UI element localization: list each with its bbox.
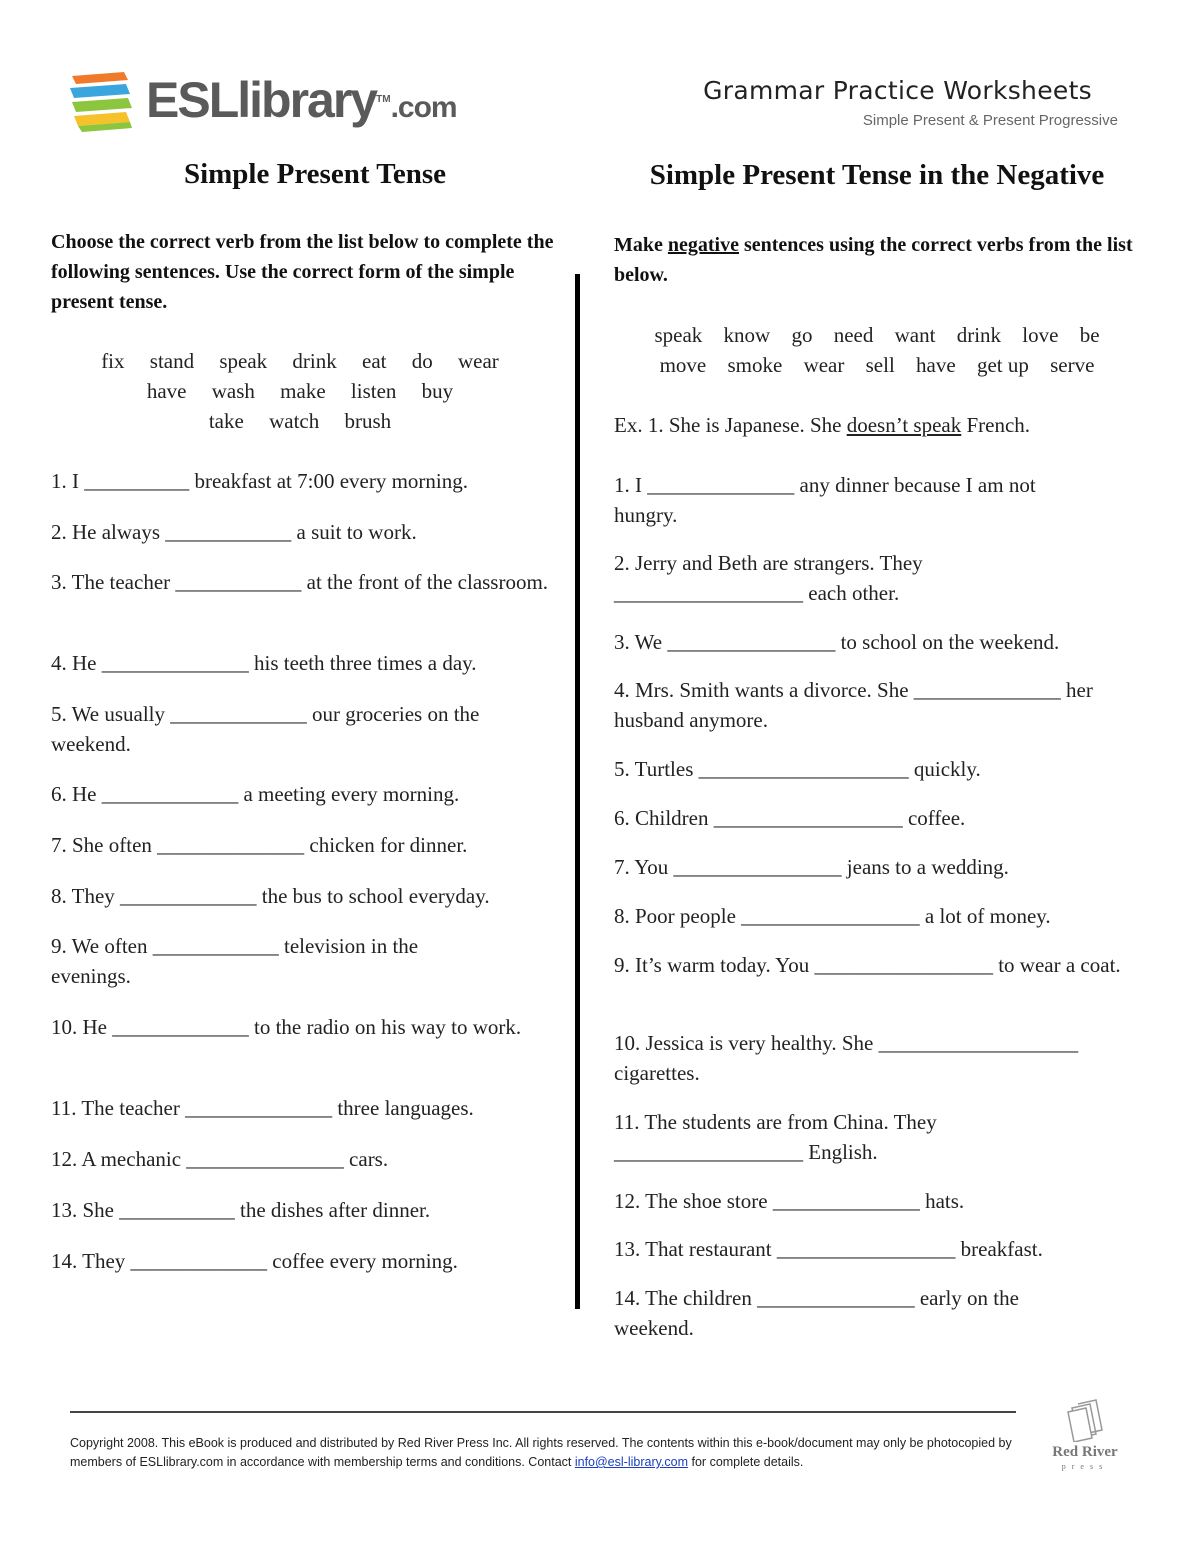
right-question: 13. That restaurant _________________ breakfast. — [614, 1237, 1043, 1261]
contact-email-link[interactable]: info@esl-library.com — [574, 1455, 689, 1469]
left-question: 14. They _____________ coffee every morning. — [51, 1249, 458, 1273]
word-bank-row — [60, 376, 540, 406]
word-bank-row — [612, 350, 1142, 380]
worksheet-series-subtitle: Simple Present & Present Progressive — [862, 112, 1118, 129]
left-question: 1. I __________ breakfast at 7:00 every morning. — [51, 469, 468, 493]
left-question: 9. We often ____________ television in the evenings. — [51, 934, 419, 988]
word-bank-item: wear — [803, 353, 845, 377]
books-stack-icon — [68, 72, 134, 134]
right-question: 1. I ______________ any dinner because I am not hungry. — [614, 473, 1036, 527]
left-question: 11. The teacher ______________ three languages. — [51, 1096, 474, 1120]
word-bank-item: eat — [362, 349, 387, 373]
right-question: 2. Jerry and Beth are strangers. They __________________ each other. — [614, 551, 923, 605]
left-question: 4. He ______________ his teeth three times a day. — [51, 651, 477, 675]
worksheet-series-title: Grammar Practice Worksheets — [703, 76, 1092, 105]
word-bank-item: fix — [101, 349, 125, 373]
word-bank-item: love — [1022, 323, 1059, 347]
right-question: 9. It’s warm today. You _________________ to wear a coat. — [614, 953, 1121, 977]
right-question: 14. The children _______________ early on the weekend. — [614, 1286, 1019, 1340]
footer-rule — [70, 1411, 1016, 1413]
word-bank-item: do — [411, 349, 433, 373]
word-bank-row — [612, 320, 1142, 350]
word-bank-item: drink — [956, 323, 1002, 347]
word-bank-item: buy — [421, 379, 454, 403]
right-question: 11. The students are from China. They __________________ English. — [614, 1110, 937, 1164]
word-bank-row — [60, 406, 540, 436]
esl-library-logo — [68, 68, 457, 138]
word-bank-item: speak — [219, 349, 268, 373]
word-bank-item: watch — [269, 409, 320, 433]
left-question: 6. He _____________ a meeting every morning. — [51, 782, 460, 806]
left-question: 13. She ___________ the dishes after dinner. — [51, 1198, 431, 1222]
right-question: 10. Jessica is very healthy. She ___________________ cigarettes. — [614, 1031, 1079, 1085]
right-question: 5. Turtles ____________________ quickly. — [614, 757, 981, 781]
word-bank-item: need — [833, 323, 874, 347]
right-question: 3. We ________________ to school on the weekend. — [614, 630, 1060, 654]
word-bank-item: want — [894, 323, 936, 347]
example-answer: doesn’t speak — [846, 413, 962, 437]
word-bank-row — [60, 346, 540, 376]
word-bank-item: smoke — [727, 353, 783, 377]
word-bank-item: speak — [654, 323, 703, 347]
underlined-keyword: negative — [667, 234, 739, 256]
left-question: 5. We usually _____________ our groceries on the weekend. — [51, 702, 480, 756]
stacked-pages-icon — [1066, 1398, 1106, 1442]
left-question: 2. He always ____________ a suit to work. — [51, 520, 417, 544]
word-bank-item: sell — [865, 353, 895, 377]
right-question: 8. Poor people _________________ a lot of money. — [614, 904, 1051, 928]
word-bank-item: stand — [149, 349, 195, 373]
word-bank-item: know — [723, 323, 771, 347]
word-bank-item: have — [146, 379, 187, 403]
left-question: 7. She often ______________ chicken for dinner. — [51, 833, 468, 857]
word-bank-item: wear — [457, 349, 499, 373]
word-bank-item: move — [659, 353, 707, 377]
left-question: 12. A mechanic _______________ cars. — [51, 1147, 389, 1171]
right-question: 12. The shoe store ______________ hats. — [614, 1189, 965, 1213]
right-question: 4. Mrs. Smith wants a divorce. She ______________ her husband anymore. — [614, 678, 1093, 732]
left-question: 3. The teacher ____________ at the front of the classroom. — [51, 570, 549, 594]
word-bank-item: take — [208, 409, 244, 433]
right-instructions: Make negative sentences using the correct verbs from the list below. — [614, 234, 1133, 286]
left-section-title: Simple Present Tense — [183, 158, 447, 190]
word-bank-item: go — [791, 323, 813, 347]
left-word-bank — [60, 346, 540, 436]
red-river-press-logo: Red River press — [1040, 1398, 1130, 1478]
word-bank-item: wash — [211, 379, 255, 403]
word-bank-item: be — [1079, 323, 1100, 347]
word-bank-item: make — [280, 379, 326, 403]
column-divider — [575, 274, 580, 1309]
left-question: 8. They _____________ the bus to school everyday. — [51, 884, 490, 908]
word-bank-item: brush — [344, 409, 392, 433]
word-bank-item: have — [916, 353, 956, 377]
right-question: 7. You ________________ jeans to a wedding. — [614, 855, 1009, 879]
right-example: Ex. 1. She is Japanese. She doesn’t speak French. — [614, 413, 1031, 437]
right-word-bank — [612, 320, 1142, 380]
right-question: 6. Children __________________ coffee. — [614, 806, 966, 830]
logo-wordmark: ESLlibrary™.com — [146, 72, 457, 128]
copyright-notice: Copyright 2008. This eBook is produced and distributed by Red River Press Inc. All rights reserved. The contents within this e-book/document may only be photocopied by members of ESLlibrary.com in accordance with membership terms and conditions. Contact info@esl-library.com for complete details. — [70, 1436, 1012, 1469]
word-bank-item: get up — [976, 353, 1029, 377]
word-bank-item: serve — [1050, 353, 1095, 377]
left-question: 10. He _____________ to the radio on his way to work. — [51, 1015, 522, 1039]
right-section-title: Simple Present Tense in the Negative — [649, 159, 1105, 191]
word-bank-item: listen — [350, 379, 397, 403]
word-bank-item: drink — [292, 349, 337, 373]
left-instructions: Choose the correct verb from the list below to complete the following sentences. Use the correct form of the simple present tense. — [51, 231, 554, 313]
